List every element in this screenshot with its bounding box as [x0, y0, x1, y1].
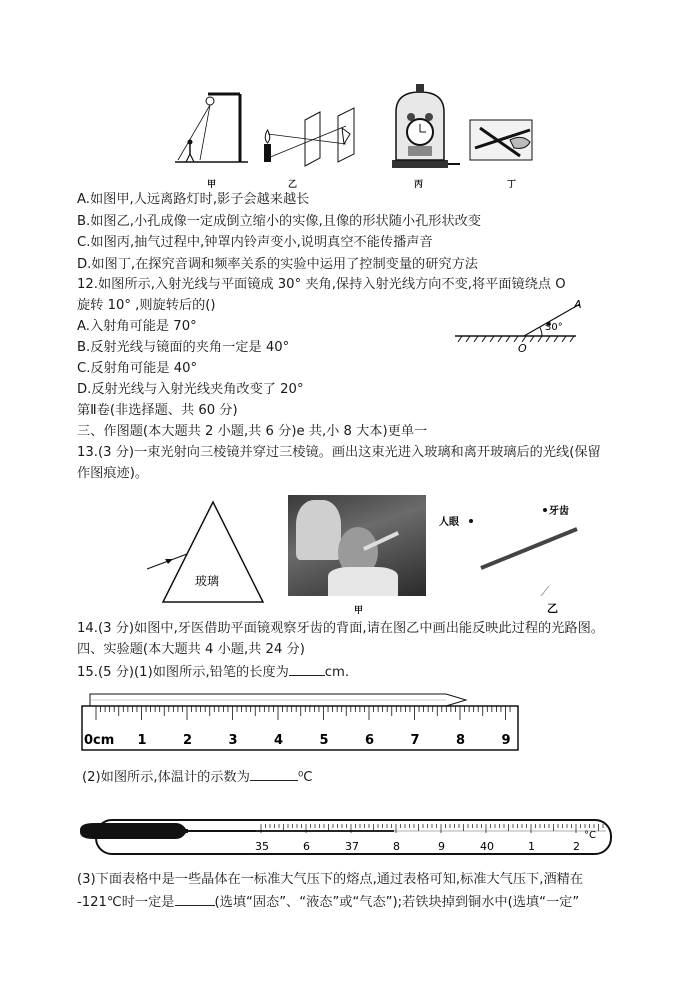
- dentist-figure: [296, 500, 341, 560]
- thermometer-number: 6: [303, 840, 310, 853]
- alcohol-state-blank[interactable]: [175, 892, 215, 906]
- lamp-figure: [175, 94, 248, 162]
- q12-option-a: A.入射角可能是 70°: [77, 319, 197, 334]
- ruler-body: [82, 706, 518, 750]
- tooth-label: 牙齿: [549, 506, 569, 517]
- q11-option-a: A.如图甲,人远离路灯时,影子会越来越长: [77, 192, 310, 207]
- fig-label-bing: 丙: [414, 180, 424, 190]
- q15-part3-text-post: (选填“固态”、“液态”或“气态”);若铁块掉到铜水中(选填“一定”: [214, 895, 580, 910]
- q15-part1-unit: cm.: [324, 665, 350, 680]
- thermometer-number: 40: [480, 840, 494, 853]
- thermometer-number: 2: [573, 840, 580, 853]
- q12-label-a: A: [574, 298, 582, 311]
- q15-part1-text: 15.(5 分)(1)如图所示,铅笔的长度为: [77, 665, 289, 680]
- q12-angle-label: 30°: [545, 322, 563, 333]
- thermometer-bulb: [80, 823, 188, 839]
- section4-heading: 四、实验题(本大题共 4 小题,共 24 分): [77, 642, 305, 657]
- prism-label: 玻璃: [195, 574, 220, 588]
- ruler-number: 6: [365, 733, 375, 748]
- photo-label: 甲: [354, 606, 364, 616]
- thermometer-unit: °C: [584, 830, 596, 841]
- bell-jar-figure: [392, 84, 460, 168]
- ruler-number: 2: [183, 733, 193, 748]
- thermometer-number: 35: [255, 840, 269, 853]
- q15-part2: [82, 767, 312, 787]
- ruler-number: 5: [319, 733, 329, 748]
- q12-stem-line2: 旋转 10° ,则旋转后的(): [77, 298, 216, 313]
- ruler-number: 7: [410, 733, 420, 748]
- q12-label-o: O: [518, 342, 527, 355]
- q11-figures: [170, 82, 540, 190]
- ruler-number: 3: [228, 733, 238, 748]
- fig-label-jia: 甲: [207, 180, 217, 190]
- prism-figure: [143, 497, 283, 609]
- ruler-number: 1: [137, 733, 147, 748]
- part2-title: 第Ⅱ卷(非选择题、共 60 分): [77, 403, 238, 418]
- ruler-number: 4: [274, 733, 284, 748]
- q12-option-d: D.反射光线与入射光线夹角改变了 20°: [77, 382, 304, 397]
- fig-label-ding: 丁: [507, 180, 517, 190]
- section3-heading: 三、作图题(本大题共 2 小题,共 6 分)e 共,小 8 大本)更单一: [77, 424, 428, 439]
- ruler-number: 9: [501, 733, 511, 748]
- q12-mirror-figure: [452, 298, 582, 356]
- q15-part2-unit: ⁰C: [297, 770, 313, 785]
- pencil-length-blank[interactable]: [289, 662, 325, 676]
- q13-line1: 13.(3 分)一束光射向三棱镜并穿过三棱镜。画出这束光进入玻璃和离开玻璃后的光线(保留: [77, 445, 601, 460]
- q12-stem-line1: 12.如图所示,入射光线与平面镜成 30° 夹角,保持入射光线方向不变,将平面镜绕点 O: [77, 277, 566, 292]
- eye-label: 人眼: [439, 517, 459, 528]
- ruler-unit-label: 0cm: [84, 733, 115, 748]
- patient-body: [328, 567, 398, 596]
- q15-part1: [77, 662, 349, 682]
- q12-option-b: B.反射光线与镜面的夹角一定是 40°: [77, 340, 290, 355]
- thermometer-figure: [76, 810, 616, 858]
- fig-label-yi: 乙: [288, 180, 298, 190]
- q11-option-d: D.如图丁,在探究音调和频率关系的实验中运用了控制变量的研究方法: [77, 257, 478, 272]
- q13-line2: 作图痕迹)。: [77, 466, 149, 481]
- q15-part3-line1: (3)下面表格中是一些晶体在一标准大气压下的熔点,通过表格可知,标准大气压下,酒精在: [77, 872, 584, 887]
- thermometer-number: 37: [345, 840, 359, 853]
- thermometer-number: 8: [393, 840, 400, 853]
- q15-part3-text-pre: -121℃时一定是: [77, 895, 175, 910]
- dentist-photo: [288, 495, 426, 596]
- ruler-figure: [78, 686, 522, 754]
- pinhole-figure: [264, 108, 354, 166]
- q15-part3-line2: [77, 892, 579, 912]
- thermometer-reading-blank[interactable]: [250, 767, 298, 781]
- ruler-pluck-figure: [470, 120, 532, 160]
- q12-option-c: C.反射角可能是 40°: [77, 361, 198, 376]
- mirror-path-figure: [437, 498, 587, 616]
- thermometer-number: 1: [528, 840, 535, 853]
- thermometer-number: 9: [438, 840, 445, 853]
- fig-label-yi-2: 乙: [547, 602, 558, 615]
- q15-part2-text: (2)如图所示,体温计的示数为: [82, 770, 250, 785]
- q14-text: 14.(3 分)如图中,牙医借助平面镜观察牙齿的背面,请在图乙中画出能反映此过程的光路图。: [77, 621, 604, 636]
- q11-option-c: C.如图丙,抽气过程中,钟罩内铃声变小,说明真空不能传播声音: [77, 235, 433, 250]
- q11-option-b: B.如图乙,小孔成像一定成倒立缩小的实像,且像的形状随小孔形状改变: [77, 214, 482, 229]
- ruler-number: 8: [456, 733, 466, 748]
